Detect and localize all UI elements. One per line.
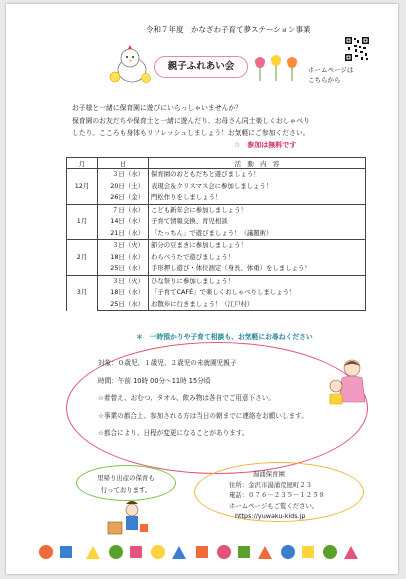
chick-illustration [106, 44, 154, 84]
month-cell: 2月 [67, 240, 98, 276]
program-header: 令和７年度 かなざわ子育て夢ステーション事業 [146, 25, 311, 34]
flyer-page [6, 4, 398, 574]
date-cell: 14日（水） [98, 216, 149, 228]
homepage-note: ホームページは こちらから [308, 66, 354, 84]
time-line: 時間：午前 10時 00分～11時 15分頃 [98, 376, 211, 385]
mother-child-illustration [324, 356, 370, 406]
homepage-prompt: ホームページもご覧ください。 [229, 501, 319, 510]
activity-cell: 門松作りをしましょう！ [149, 192, 366, 204]
header-date: 日 [98, 158, 149, 169]
date-cell: 25日（水） [98, 263, 149, 275]
header-month: 月 [67, 158, 98, 169]
address: 住所：金沢市湯涌荒屋町２３ [229, 480, 313, 489]
activity-cell: 手形押し遊び・体位測定（身長、体重）をしましょう！ [149, 263, 366, 275]
table-row [67, 263, 366, 275]
qr-code-icon[interactable] [344, 36, 370, 62]
table-row [67, 204, 366, 216]
free-participation-note: ☆ 参加は無料です [234, 141, 297, 149]
activity-cell: こども新年会に参加しましょう！ [149, 204, 366, 216]
activity-cell: ひな祭りに参加しましょう！ [149, 275, 366, 287]
date-cell: ３日（火） [98, 275, 149, 287]
table-row [67, 169, 366, 181]
date-cell: ３日（水） [98, 169, 149, 181]
table-row [67, 287, 366, 299]
table-row [67, 192, 366, 204]
temporary-care-note: ＊ 一時預かりや子育て相談も、お気軽にお尋ねください [136, 333, 313, 341]
activity-cell: 節分の豆まきに参加しましょう！ [149, 240, 366, 252]
satogaeri-note: 里帰り出産の保育も 行っております。 [76, 465, 176, 501]
nursery-name: 湯涌保育園 [253, 470, 285, 478]
event-title: 親子ふれあい会 [154, 56, 248, 78]
date-cell: ３日（火） [98, 240, 149, 252]
date-cell: 25日（水） [98, 299, 149, 311]
nursery-contact [194, 462, 364, 522]
activity-cell: 表現会＆クリスマス会に参加しましょう！ [149, 181, 366, 193]
toy-border-illustration [36, 541, 366, 563]
date-cell: 26日（金） [98, 192, 149, 204]
schedule-table [66, 157, 366, 311]
phone: 電話：０７６－２３５－１２５８ [229, 491, 325, 499]
target-line: 対象：０歳児、１歳児、２歳児の未就園児親子 [98, 359, 237, 367]
activity-cell: わらべうたで遊びましょう！ [149, 252, 366, 264]
table-row [67, 228, 366, 240]
table-row [67, 216, 366, 228]
table-row [67, 240, 366, 252]
date-cell: 18日（水） [98, 252, 149, 264]
header-activity: 活 動 内 容 [149, 158, 366, 169]
date-cell: 18日（水） [98, 287, 149, 299]
month-cell: 1月 [67, 204, 98, 240]
month-cell: 3月 [67, 275, 98, 311]
table-header-row [67, 158, 366, 169]
activity-cell: 子育て情報交換、育児相談 [149, 216, 366, 228]
date-cell: ７日（水） [98, 204, 149, 216]
children-playing-illustration [106, 498, 150, 538]
activity-cell: お散歩に行きましょう！（江戸村） [149, 299, 366, 311]
date-cell: 20日（土） [98, 181, 149, 193]
month-cell: 12月 [67, 169, 98, 205]
table-row [67, 252, 366, 264]
items-line: ☆着替え、おむつ、タオル、飲み物は各自でご用意下さい。 [98, 394, 275, 402]
tulip-illustration [250, 52, 304, 82]
activity-cell: 「子育てCAFÉ」で楽しくおしゃべりしましょう！ [149, 287, 366, 299]
table-row [67, 299, 366, 311]
website-link[interactable]: https://yuwaku-kids.jp [235, 512, 306, 520]
contact-line: ☆事業の都合上、参加される方は当日の朝までに連絡をお願いします。 [98, 411, 308, 420]
table-row [67, 181, 366, 193]
date-cell: 21日（水） [98, 228, 149, 240]
schedule-change-line: ☆都合により、日程が変更になることがあります。 [98, 429, 249, 437]
activity-cell: 保育園のおともだちと遊びましょう！ [149, 169, 366, 181]
event-details [98, 355, 308, 443]
intro-text: お子様と一緒に保育園に遊びにいらっしゃいませんか？ 保育園のお友だちや保育士と一緒に遊んだり、お母さん同士楽しくおしゃべり したり、こころも身体もリフレッシュしましょう！お気軽にご参加ください。 [72, 104, 310, 137]
table-row [67, 275, 366, 287]
activity-cell: 「たっちん」で遊びましょう！（議題術） [149, 228, 366, 240]
